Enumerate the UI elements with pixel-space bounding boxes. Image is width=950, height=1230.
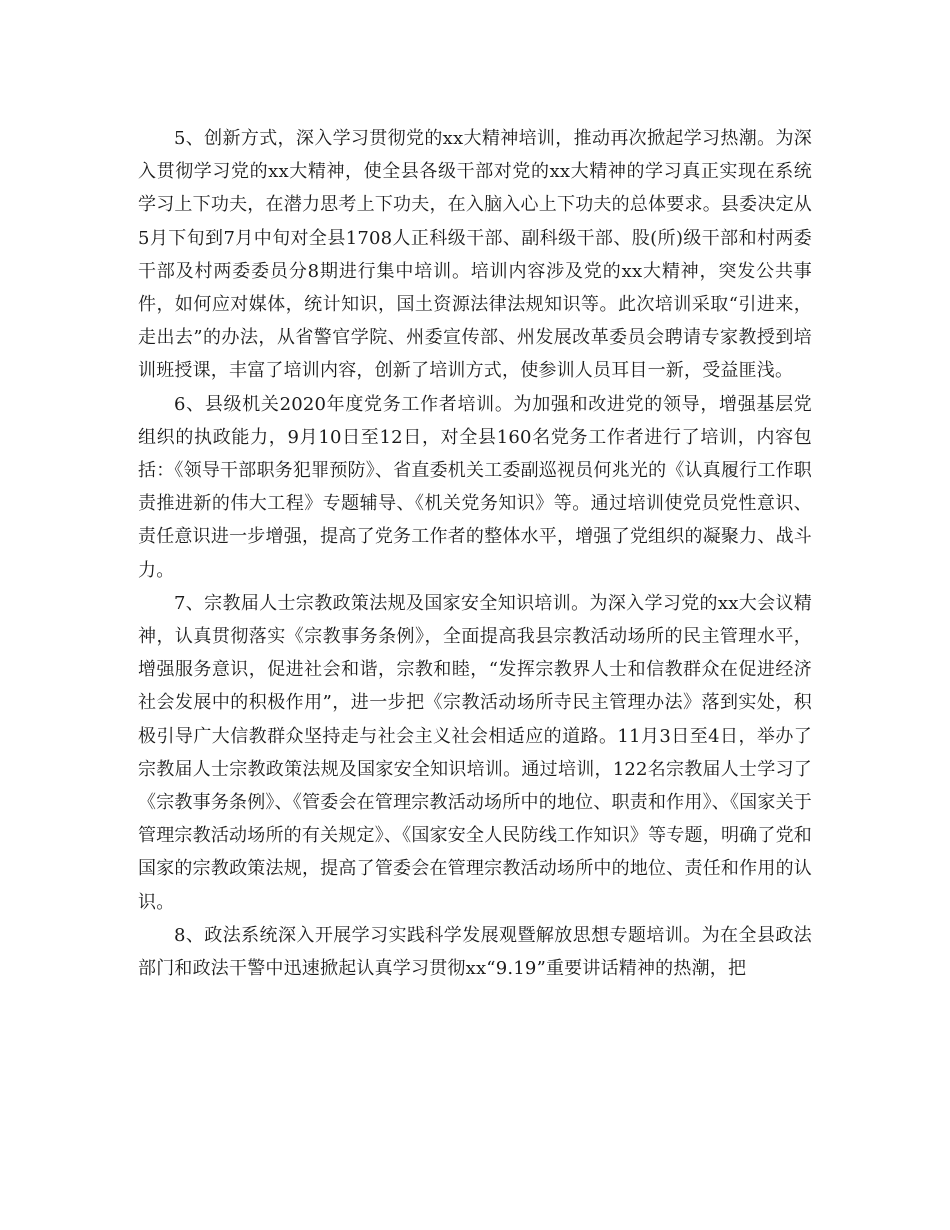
paragraph-6-party-affairs-training: 6、县级机关2020年度党务工作者培训。为加强和改进党的领导，增强基层党组织的执政能力，9月10日至12日，对全县160名党务工作者进行了培训，内容包括：《领导干部职务犯罪预防》、省直委机关工委副巡视员何兆光的《认真履行工作职责推进新的伟大工程》专题辅导、《机关党务知识》等。通过培训使党员党性意识、责任意识进一步增强，提高了党务工作者的整体水平，增强了党组织的凝聚力、战斗力。: [138, 393, 812, 581]
paragraph-5-innovation-training: 5、创新方式，深入学习贯彻党的xx大精神培训，推动再次掀起学习热潮。为深入贯彻学习党的xx大精神，使全县各级干部对党的xx大精神的学习真正实现在系统学习上下功夫，在潜力思考上下功夫，在入脑入心上下功夫的总体要求。县委决定从5月下旬到7月中旬对全县1708人正科级干部、副科级干部、股(所)级干部和村两委干部及村两委委员分8期进行集中培训。培训内容涉及党的xx大精神，突发公共事件，如何应对媒体，统计知识，国土资源法律法规知识等。此次培训采取“引进来，走出去”的办法，从省警官学院、州委宣传部、州发展改革委员会聘请专家教授到培训班授课，丰富了培训内容，创新了培训方式，使参训人员耳目一新，受益匪浅。: [138, 128, 812, 382]
paragraph-7-religious-policy-training: 7、宗教届人士宗教政策法规及国家安全知识培训。为深入学习党的xx大会议精神，认真贯彻落实《宗教事务条例》，全面提高我县宗教活动场所的民主管理水平，增强服务意识，促进社会和谐，宗教和睦，“发挥宗教界人士和信教群众在促进经济社会发展中的积极作用”，进一步把《宗教活动场所寺民主管理办法》落到实处，积极引导广大信教群众坚持走与社会主义社会相适应的道路。11月3日至4日，举办了宗教届人士宗教政策法规及国家安全知识培训。通过培训，122名宗教届人士学习了《宗教事务条例》、《管委会在管理宗教活动场所中的地位、职责和作用》、《国家关于管理宗教活动场所的有关规定》、《国家安全人民防线工作知识》等专题，明确了党和国家的宗教政策法规，提高了管委会在管理宗教活动场所中的地位、责任和作用的认识。: [138, 592, 812, 913]
document-body: [138, 122, 812, 985]
paragraph-8-political-legal-training: 8、政法系统深入开展学习实践科学发展观暨解放思想专题培训。为在全县政法部门和政法干警中迅速掀起认真学习贯彻xx“9.19”重要讲话精神的热潮，把: [138, 924, 812, 980]
